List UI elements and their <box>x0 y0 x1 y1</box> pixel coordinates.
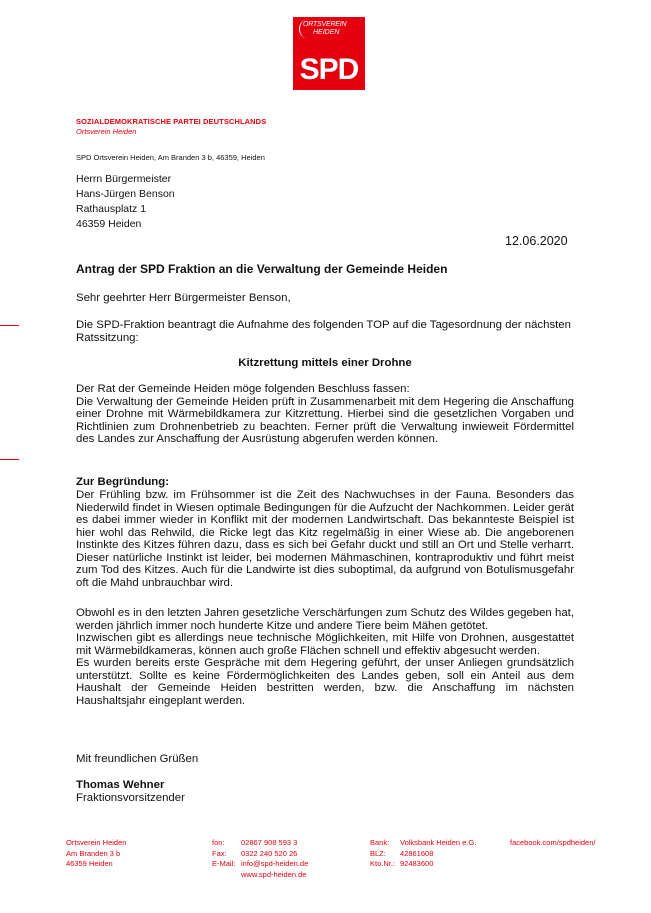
recipient-line: 46359 Heiden <box>76 218 142 230</box>
footer-contact-labels <box>212 838 235 870</box>
party-subtitle: Ortsverein Heiden <box>76 127 137 136</box>
topic-title: Kitzrettung mittels einer Drohne <box>238 357 412 369</box>
footer-label: Kto.Nr.: <box>370 859 396 868</box>
footer-bank-values <box>400 838 476 870</box>
signer-name: Thomas Wehner <box>76 779 165 791</box>
footer-blz: 42861608 <box>400 848 434 858</box>
salutation: Sehr geehrter Herr Bürgermeister Benson, <box>76 292 291 304</box>
fold-mark <box>0 325 19 326</box>
logo-text: SPD <box>299 53 359 86</box>
reasoning-block-2 <box>76 607 574 707</box>
party-name: SOZIALDEMOKRATISCHE PARTEI DEUTSCHLANDS <box>76 117 267 126</box>
footer-bank-labels <box>370 838 395 870</box>
recipient-line: Herrn Bürgermeister <box>76 173 172 185</box>
footer-label: fon: <box>212 838 225 847</box>
footer-contact-values <box>241 838 308 880</box>
fold-mark <box>0 459 19 460</box>
footer-account: 92483600 <box>400 859 434 868</box>
intro-paragraph: Die SPD-Fraktion beantragt die Aufnahme des folgenden TOP auf die Tagesordnung der nächsten Ratssitzung: <box>76 319 571 344</box>
letter-subject: Antrag der SPD Fraktion an die Verwaltung der Gemeinde Heiden <box>76 262 448 276</box>
footer-website-link[interactable]: www.spd-heiden.de <box>241 869 307 879</box>
signer-title: Fraktionsvorsitzender <box>76 792 185 804</box>
closing: Mit freundlichen Grüßen <box>76 753 199 765</box>
resolution-intro: Der Rat der Gemeinde Heiden möge folgenden Beschluss fassen: <box>76 383 410 395</box>
footer-bank: Volksbank Heiden e.G. <box>400 838 477 847</box>
resolution-text: Die Verwaltung der Gemeinde Heiden prüft in Zusammenarbeit mit dem Hegering die Anschaffung einer Drohne mit Wärmebildkamera zur Kitzrettung. Hierbei sind die gesetzlichen Vorgaben und Richtlinien zum Drohnenbetrieb zu beachten. Ferner prüft die Verwaltung inwieweit Fördermittel des Landes zur Anschaffung der Ausrüstung abgerufen werden können. <box>76 395 574 445</box>
footer-email-link[interactable]: info@spd-heiden.de <box>241 859 309 868</box>
footer-facebook-link[interactable]: facebook.com/spdheiden/ <box>510 838 596 847</box>
reasoning-paragraph-4: Es wurden bereits erste Gespräche mit dem Hegering geführt, der unser Anliegen grundsätzlich unterstützt. Sollte es keine Fördermöglichkeiten des Landes geben, soll ein Anteil aus dem Haushalt der Gemeinde Heiden bestritten werden, bzw. die Anschaffung im nächsten Haushaltsjahr eingeplant werden. <box>76 657 574 707</box>
logo-subtitle-line1: ORTSVEREIN <box>303 21 347 28</box>
footer-label: BLZ: <box>370 848 386 858</box>
recipient-line: Rathausplatz 1 <box>76 203 147 215</box>
footer-fax: 0322 240 520 26 <box>241 848 298 858</box>
footer-phone: 02867 908 593 3 <box>241 838 298 847</box>
reasoning-paragraph-1: Der Frühling bzw. im Frühsommer ist die Zeit des Nachwuchses in der Fauna. Besonders das Niederwild findet in Wiesen optimale Bedingungen für die Aufzucht der Nachkommen. Leider gerät es dabei immer wieder in Konflikt mit der modernen Landwirtschaft. Das bekannteste Beispiel ist hier wohl das Rehwild, die Ricke legt das Kitz regelmäßig in einer Wiese ab. Die angeborenen Instinkte des Kitzes führen dazu, dass es sich bei Gefahr duckt und still an Ort und Stelle verharrt. Dieser natürliche Instinkt ist leider, bei modernen Mähmaschinen, kontraproduktiv und führt meist zum Tod des Kitzes. Auch für die Landwirte ist dies suboptimal, da aufgrund von Botulismusgefahr oft die Mahd unbrauchbar wird. <box>76 489 574 589</box>
recipient-address <box>76 172 175 232</box>
reasoning-paragraph-3: Inzwischen gibt es allerdings neue technische Möglichkeiten, mit Hilfe von Drohnen, ausgestattet mit Wärmebildkameras, können auch große Flächen schnell und effektiv abgesucht werden. <box>76 632 574 657</box>
footer-label: E-Mail: <box>212 859 236 868</box>
reasoning-heading: Zur Begründung: <box>76 476 170 488</box>
footer-line: Am Branden 3 b <box>66 848 121 858</box>
spd-logo <box>293 17 365 90</box>
footer-label: Bank: <box>370 838 390 847</box>
logo-subtitle-line2: HEIDEN <box>313 29 340 36</box>
footer-address <box>66 838 126 870</box>
recipient-line: Hans-Jürgen Benson <box>76 188 175 200</box>
sender-line: SPD Ortsverein Heiden, Am Branden 3 b, 46359, Heiden <box>76 153 265 162</box>
footer-line: Ortsverein Heiden <box>66 838 127 847</box>
footer-line: 46359 Heiden <box>66 859 113 868</box>
footer-label: Fax: <box>212 848 227 858</box>
resolution-block <box>76 383 574 446</box>
reasoning-paragraph-2: Obwohl es in den letzten Jahren gesetzliche Verschärfungen zum Schutz des Wildes gegeben hat, werden jährlich immer noch hunderte Kitze und andere Tiere beim Mähen getötet. <box>76 607 574 632</box>
letter-date: 12.06.2020 <box>505 234 568 248</box>
